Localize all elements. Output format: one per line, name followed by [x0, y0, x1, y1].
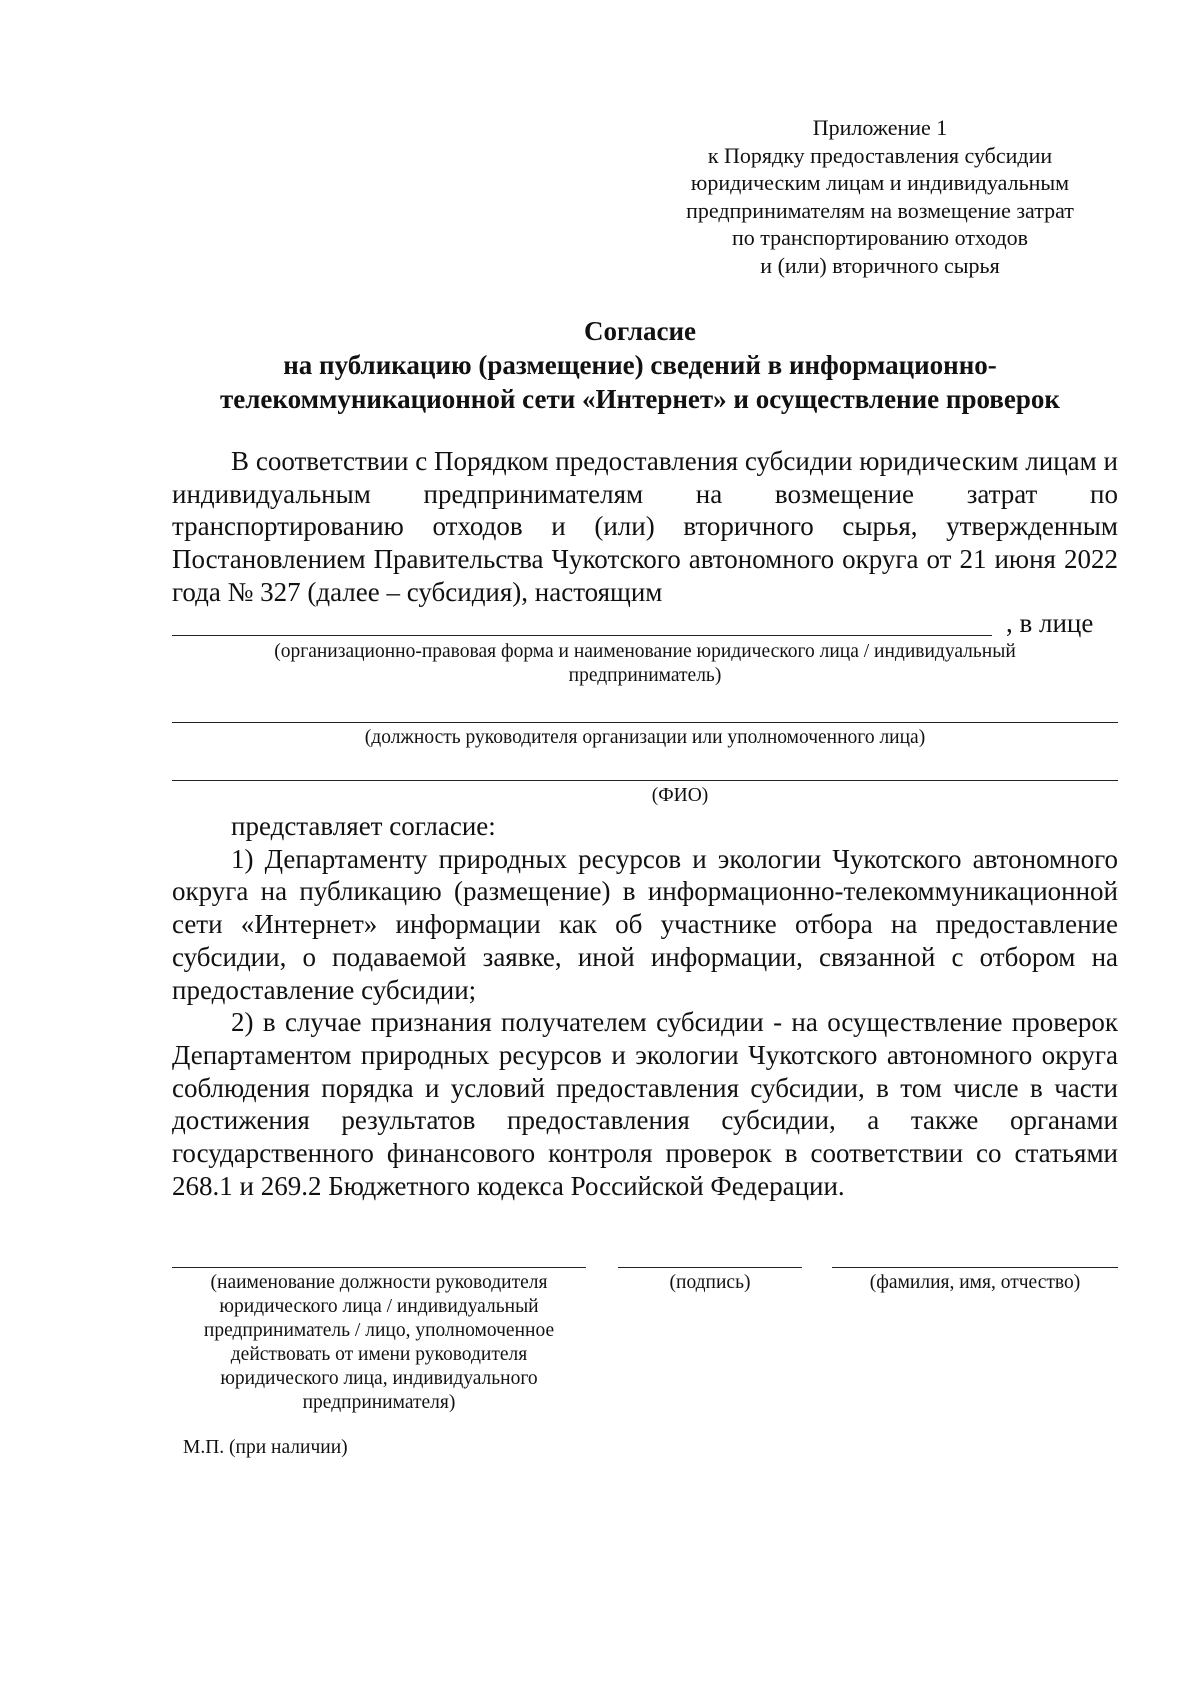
- signature-caption: (подпись): [669, 1272, 751, 1293]
- consent-section: [172, 810, 1118, 1202]
- signature-line[interactable]: [618, 1267, 802, 1268]
- title-line: Согласие: [583, 316, 697, 346]
- in-person-suffix: , в лице: [1006, 608, 1094, 638]
- signature-position-caption: [172, 1271, 586, 1415]
- appendix-line: предпринимателям на возмещение затрат: [686, 197, 1074, 223]
- position-fill-line[interactable]: [172, 722, 1118, 723]
- appendix-line: и (или) вторичного сырья: [760, 252, 1000, 278]
- signature-name-caption: (фамилия, имя, отчество): [869, 1272, 1081, 1293]
- signature-name-line[interactable]: [832, 1267, 1118, 1268]
- caption-line: действовать от имени руководителя: [230, 1344, 528, 1365]
- title-line: на публикацию (размещение) сведений в информационно-: [283, 350, 997, 380]
- title-line: телекоммуникационной сети «Интернет» и осуществление проверок: [220, 384, 1060, 414]
- position-caption: (должность руководителя организации или уполномоченного лица): [364, 727, 926, 748]
- signature-position-line[interactable]: [172, 1267, 586, 1268]
- appendix-line: к Порядку предоставления субсидии: [707, 142, 1053, 168]
- organization-fill-line[interactable]: [172, 635, 992, 636]
- caption-line: (наименование должности руководителя: [210, 1272, 548, 1293]
- appendix-line: по транспортированию отходов: [731, 225, 1029, 250]
- appendix-header: [640, 114, 1120, 279]
- fio-fill-line[interactable]: [172, 780, 1118, 781]
- caption-line: предприниматель): [568, 665, 722, 686]
- appendix-line: юридическим лицам и индивидуальным: [690, 170, 1070, 195]
- consent-item-2: 2) в случае признания получателем субсидии - на осуществление проверок Департаментом природных ресурсов и экологии Чукотского автономного округа соблюдения порядка и условий предоставления субсидии, в том числе в части достижения результатов предоставления субсидии, а также органами государственного финансового контроля проверок в соответствии со статьями 268.1 и 269.2 Бюджетного кодекса Российской Федерации.: [172, 1007, 1118, 1201]
- caption-line: (организационно-правовая форма и наименование юридического лица / индивидуальный: [274, 641, 1016, 662]
- stamp-label: М.П. (при наличии): [183, 1437, 348, 1458]
- organization-caption: [172, 640, 1118, 688]
- caption-line: юридического лица, индивидуального: [220, 1368, 538, 1389]
- appendix-line: Приложение 1: [812, 115, 948, 140]
- intro-paragraph: В соответствии с Порядком предоставления субсидии юридическим лицам и индивидуальным предпринимателям на возмещение затрат по транспортированию отходов и (или) вторичного сырья, утвержденным Постановлением Правительства Чукотского автономного округа от 21 июня 2022 года № 327 (далее – субсидия), настоящим: [172, 446, 1118, 607]
- fio-caption: (ФИО): [651, 785, 709, 806]
- caption-line: предпринимателя): [302, 1392, 456, 1413]
- consent-item-1: 1) Департаменту природных ресурсов и экологии Чукотского автономного округа на публикацию (размещение) в информационно-телекоммуникационной сети «Интернет» информации как об участнике отбора на предоставление субсидии, о подаваемой заявке, иной информации, связанной с отбором на предоставление субсидии;: [172, 843, 1118, 1005]
- consent-lead: представляет согласие:: [231, 811, 496, 841]
- document-title: [0, 314, 1200, 416]
- caption-line: юридического лица / индивидуальный: [219, 1296, 539, 1317]
- caption-line: предприниматель / лицо, уполномоченное: [203, 1320, 555, 1341]
